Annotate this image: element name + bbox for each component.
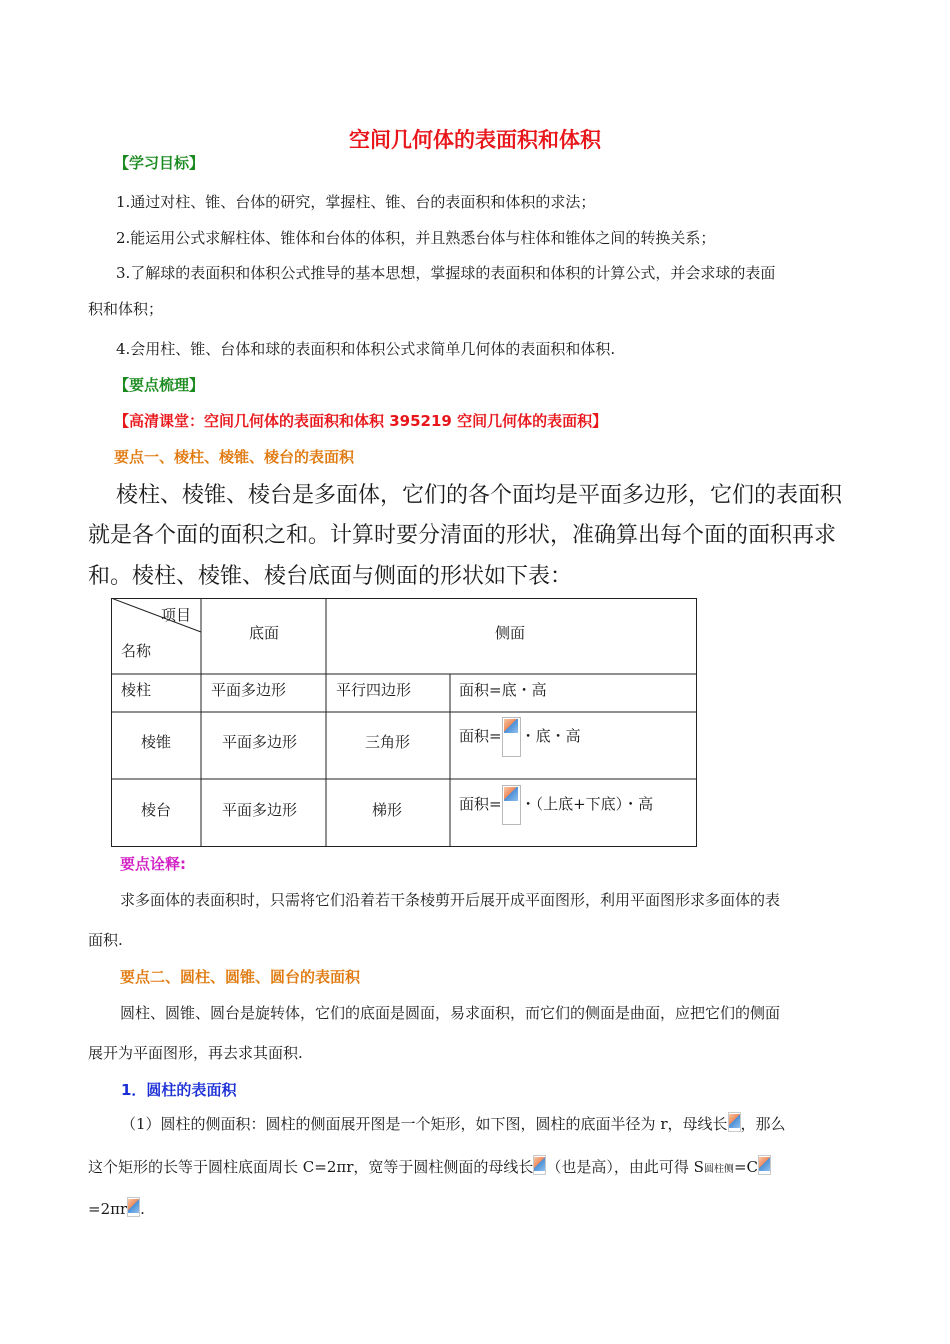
point2-line2: 展开为平面图形，再去求其面积. [88,1044,303,1062]
row1-area-suffix: 底・高 [501,681,547,699]
header-name: 名称 [121,642,152,660]
row2-base: 平面多边形 [222,733,298,751]
cylinder-line2-text: 这个矩形的长等于圆柱底面周长 C=2πr，宽等于圆柱侧面的母线长 [88,1158,534,1176]
row3-name: 棱台 [141,801,172,819]
header-side: 侧面 [495,624,526,642]
cylinder-line2 [88,1155,771,1177]
page-title: 空间几何体的表面积和体积 [349,128,601,152]
cylinder-line1-text: （1）圆柱的侧面积：圆柱的侧面展开图是一个矩形，如下图，圆柱的底面半径为 r，母线长 [121,1115,728,1133]
row2-area-prefix: 面积= [459,727,502,745]
row2-side-shape: 三角形 [365,733,411,751]
note-line2: 面积. [88,931,123,949]
row1-area-prefix: 面积= [459,681,502,699]
point1-paragraph-line2: 就是各个面的面积之和。计算时要分清面的形状，准确算出每个面的面积再求 [88,523,837,548]
row1-base: 平面多边形 [211,681,287,699]
cylinder-heading: 1．圆柱的表面积 [121,1081,237,1099]
note-line1: 求多面体的表面积时，只需将它们沿着若干条棱剪开后展开成平面图形，利用平面图形求多面体的表 [120,891,781,909]
point1-paragraph-line1: 棱柱、棱锥、棱台是多面体，它们的各个面均是平面多边形，它们的表面积 [116,483,843,508]
point2-heading: 要点二、圆柱、圆锥、圆台的表面积 [120,968,361,986]
point2-line1: 圆柱、圆锥、圆台是旋转体，它们的底面是圆面，易求面积，而它们的侧面是曲面，应把它们的侧面 [120,1004,781,1022]
row3-area-prefix: 面积= [459,795,502,813]
point1-heading: 要点一、棱柱、棱锥、棱台的表面积 [114,448,355,466]
cylinder-line1-tail: ，那么 [740,1115,786,1133]
row2-area [459,715,581,757]
formula-image-icon [127,1197,140,1217]
learning-goals-heading: 【学习目标】 [114,154,205,172]
cylinder-line3-text: =2πr [88,1200,128,1218]
shape-table [111,598,697,847]
fraction-image-icon [502,717,521,757]
cylinder-line1 [121,1112,786,1134]
header-item: 项目 [161,606,192,624]
row3-side-shape: 梯形 [372,801,403,819]
row2-name: 棱锥 [141,733,172,751]
formula-image-icon [758,1155,771,1175]
key-points-heading: 【要点梳理】 [114,376,205,394]
cylinder-line2-eq: =C [733,1158,758,1176]
cylinder-line3-tail: . [140,1200,145,1218]
row1-side-shape: 平行四边形 [336,681,412,699]
point1-paragraph-line3: 和。棱柱、棱锥、棱台底面与侧面的形状如下表： [88,564,573,589]
row3-area [459,783,653,825]
formula-image-icon [533,1155,546,1175]
goal-item-1: 1.通过对柱、锥、台体的研究，掌握柱、锥、台的表面积和体积的求法； [116,193,596,211]
cylinder-line2-mid: （也是高），由此可得 S [546,1158,704,1176]
row3-base: 平面多边形 [222,801,298,819]
fraction-image-icon [502,785,521,825]
goal-item-3-cont: 积和体积； [88,300,164,318]
goal-item-3: 3.了解球的表面积和体积公式推导的基本思想，掌握球的表面积和体积的计算公式，并会求球的表面 [116,264,776,282]
goal-item-4: 4.会用柱、锥、台体和球的表面积和体积公式求简单几何体的表面积和体积. [116,340,616,358]
header-base: 底面 [249,624,280,642]
row1-name: 棱柱 [121,681,152,699]
course-link[interactable]: 【高清课堂：空间几何体的表面积和体积 395219 空间几何体的表面积】 [114,412,608,430]
cylinder-line3 [88,1197,145,1218]
goal-item-2: 2.能运用公式求解柱体、锥体和台体的体积，并且熟悉台体与柱体和锥体之间的转换关系； [116,229,716,247]
note-heading: 要点诠释: [120,855,186,873]
row2-area-suffix: ・底・高 [520,727,581,745]
row3-area-suffix: ・（上底+下底）・高 [520,795,654,813]
cylinder-side-subscript: 圆柱侧 [703,1164,734,1175]
row1-area [459,679,547,700]
formula-image-icon [728,1112,741,1132]
